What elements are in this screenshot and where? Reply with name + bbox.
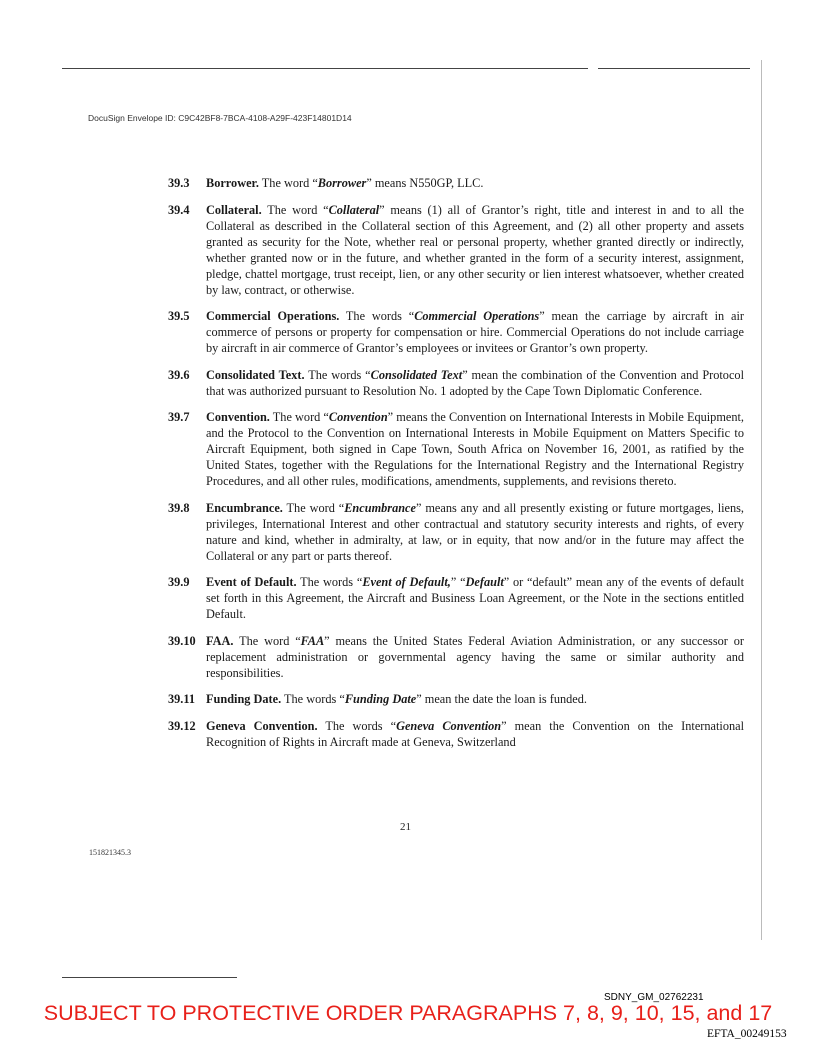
section-number: 39.12 xyxy=(168,718,196,733)
section-text: ” mean the Convention on the International Recognition of Rights in Aircraft made at Geneva, Switzerland xyxy=(206,718,744,749)
section-39-5 xyxy=(168,308,744,356)
section-heading: Event of Default. xyxy=(206,575,297,589)
section-number: 39.8 xyxy=(168,500,190,515)
definitions-body xyxy=(168,175,744,760)
document-id: 151821345.3 xyxy=(89,848,131,857)
section-text: ” mean the carriage by aircraft in air commerce of persons or property for compensation or hire. Commercial Operations do not include carriage by aircraft in air commerce of Grantor’s employees or invitees or Grantor’s own property. xyxy=(206,309,744,355)
section-text: ” or “default” mean any of the events of default set forth in this Agreement, the Aircraft and Business Loan Agreement, or the Note in the sections entitled Default. xyxy=(206,575,745,621)
section-heading: Funding Date. xyxy=(206,692,282,706)
section-text: ” means (1) all of Grantor’s right, title and interest in and to all the Collateral as described in the Collateral section of this Agreement, and (2) all other property and assets granted as security for the Note, whether real or personal property, whether granted directly or indirectly, whether granted now or in the future, and whether granted in the form of a security interest, assignment, pledge, chattel mortgage, trust receipt, lien, or any other security or lien interest whatsoever, whether created by law, contract, or otherwise. xyxy=(206,202,744,297)
section-heading: Geneva Convention. xyxy=(206,718,318,733)
defined-term: Consolidated Text xyxy=(370,367,463,382)
section-text: ” mean the combination of the Convention and Protocol that was authorized pursuant to Resolution No. 1 adopted by the Cape Town Diplomatic Conference. xyxy=(206,367,744,398)
bates-number: SDNY_GM_02762231 xyxy=(604,992,704,1003)
section-39-3 xyxy=(168,175,744,191)
section-text: The words “ xyxy=(304,367,371,382)
section-number: 39.7 xyxy=(168,410,190,424)
section-39-6 xyxy=(168,367,744,399)
section-text: The word “ xyxy=(258,176,318,190)
top-scan-rule-right xyxy=(598,68,750,69)
section-number: 39.9 xyxy=(168,575,190,589)
section-39-10 xyxy=(168,633,744,681)
defined-term: Borrower xyxy=(317,176,367,190)
protective-order-notice: SUBJECT TO PROTECTIVE ORDER PARAGRAPHS 7, 8, 9, 10, 15, and 17 xyxy=(43,1001,773,1025)
section-39-11 xyxy=(168,691,744,707)
defined-term: Geneva Convention xyxy=(396,718,502,733)
section-heading: Collateral. xyxy=(206,202,262,217)
defined-term: Default xyxy=(465,575,504,589)
defined-term: Event of Default, xyxy=(362,575,451,589)
section-number: 39.4 xyxy=(168,202,190,217)
defined-term: Convention xyxy=(328,410,388,424)
section-39-8 xyxy=(168,500,744,564)
section-text: ” means any and all presently existing or future mortgages, liens, privileges, International Interest and other contractual and statutory security interests and rights, of every nature and kind, whether in admiralty, at law, or in equity, that now and/or in the future may affect the Collateral or any part or parts thereof. xyxy=(206,500,744,563)
defined-term: FAA xyxy=(300,633,325,648)
section-text: The words “ xyxy=(281,692,345,706)
section-text: The word “ xyxy=(282,500,345,515)
section-text: ” means the Convention on International Interests in Mobile Equipment, and the Protocol to the Convention on International Interests in Mobile Equipment on Matters Specific to Aircraft Equipment, both signed in Cape Town, South Africa on November 16, 2001, as ratified by the United States, together with the Regulations for the International Registry and the International Registry Procedures, and all other rules, modifications, amendments, supplements, and revisions thereto. xyxy=(206,410,744,488)
defined-term: Commercial Operations xyxy=(414,309,540,323)
docusign-envelope-id: DocuSign Envelope ID: C9C42BF8-7BCA-4108-A29F-423F14801D14 xyxy=(88,113,352,123)
efta-number: EFTA_00249153 xyxy=(707,1028,787,1040)
section-heading: Convention. xyxy=(206,410,270,424)
section-number: 39.3 xyxy=(168,176,190,190)
defined-term: Collateral xyxy=(328,202,380,217)
scan-edge-line xyxy=(761,60,762,940)
section-text: ” means the United States Federal Aviation Administration, or any successor or replacement administration or governmental agency having the same or similar authority and responsibilities. xyxy=(206,633,744,680)
section-39-4 xyxy=(168,202,744,298)
section-heading: Commercial Operations. xyxy=(206,309,340,323)
section-text: The words “ xyxy=(317,718,397,733)
section-39-9 xyxy=(168,574,744,622)
bottom-scan-rule xyxy=(62,977,237,978)
section-number: 39.5 xyxy=(168,309,190,323)
section-text: The word “ xyxy=(261,202,329,217)
defined-term: Funding Date xyxy=(344,692,417,706)
section-text: The word “ xyxy=(269,410,329,424)
defined-term: Encumbrance xyxy=(344,500,416,515)
section-heading: Borrower. xyxy=(206,176,259,190)
page-number: 21 xyxy=(400,821,411,833)
section-number: 39.11 xyxy=(168,692,195,706)
section-heading: FAA. xyxy=(206,633,234,648)
section-heading: Encumbrance. xyxy=(206,500,283,515)
section-number: 39.10 xyxy=(168,633,196,648)
section-text: ” “ xyxy=(450,575,466,589)
section-text: ” mean the date the loan is funded. xyxy=(416,692,587,706)
top-scan-rule-left xyxy=(62,68,588,69)
section-text: The word “ xyxy=(233,633,301,648)
section-text: ” means N550GP, LLC. xyxy=(366,176,484,190)
section-heading: Consolidated Text. xyxy=(206,367,305,382)
section-number: 39.6 xyxy=(168,367,190,382)
section-text: The words “ xyxy=(296,575,363,589)
section-39-7 xyxy=(168,409,744,489)
section-39-12 xyxy=(168,718,744,750)
section-text: The words “ xyxy=(339,309,415,323)
